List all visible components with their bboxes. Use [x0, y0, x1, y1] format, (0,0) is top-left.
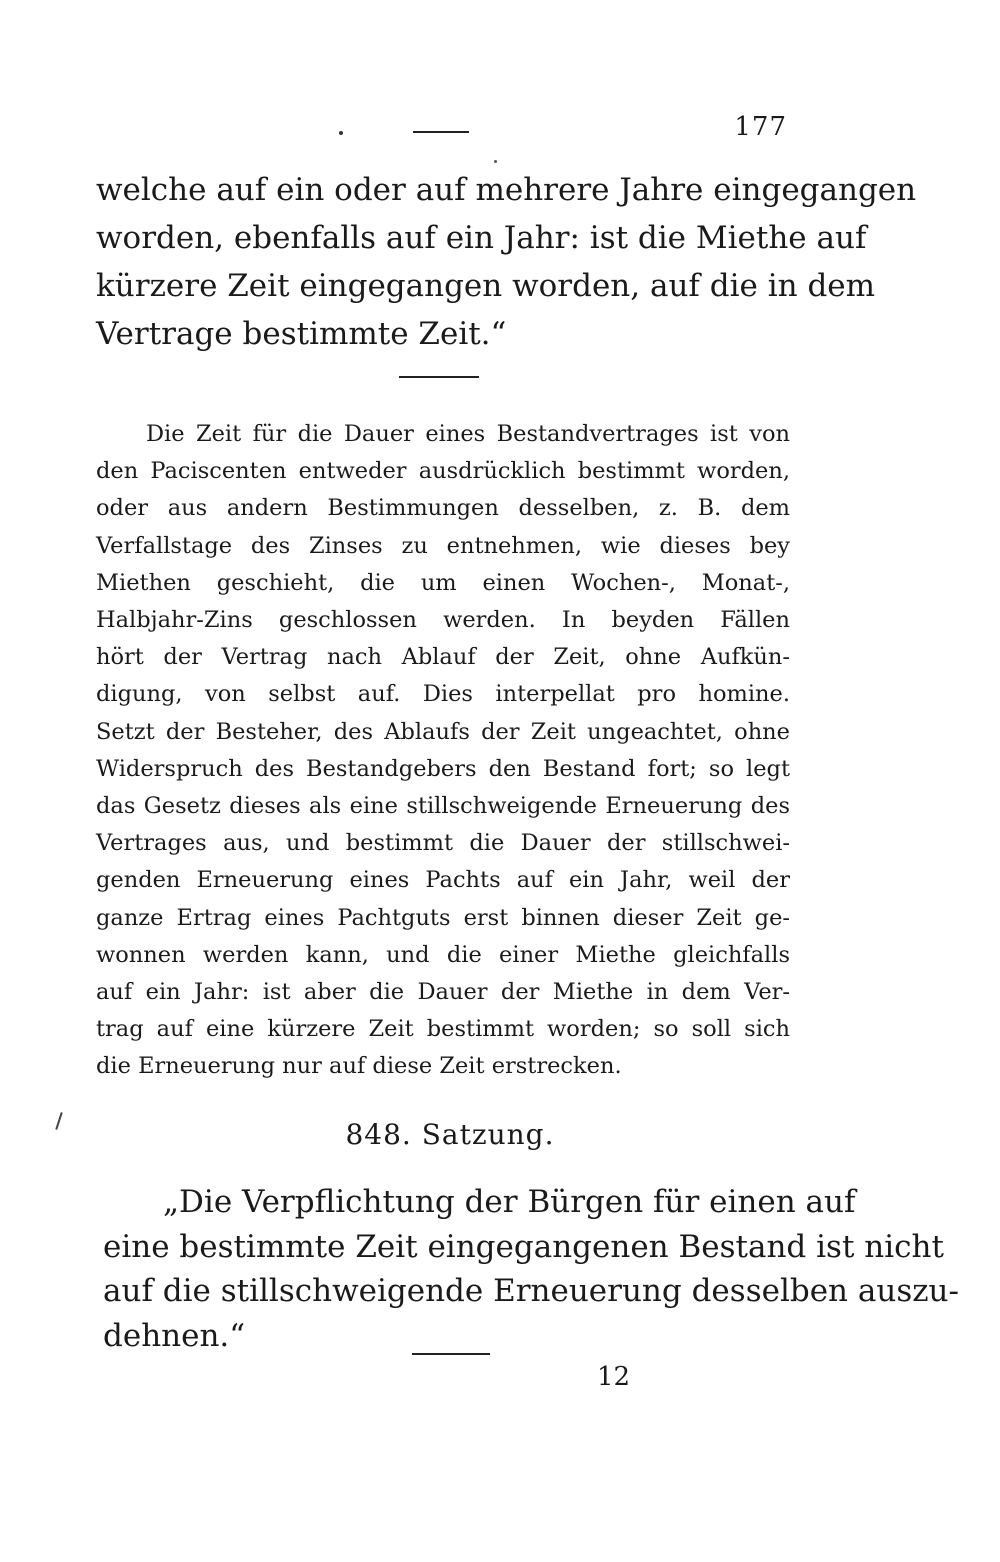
printer-signature: 12: [597, 1362, 631, 1392]
text-line: Widerspruch des Bestandgebers den Bestand fort; so legt: [96, 755, 790, 782]
text-line: worden, ebenfalls auf ein Jahr: ist die Miethe auf: [96, 220, 867, 256]
text-line: oder aus andern Bestimmungen desselben, z. B. dem: [96, 495, 790, 522]
page-number: 177: [734, 112, 787, 142]
article-text: [103, 1180, 959, 1358]
text-line: eine bestimmte Zeit eingegangenen Bestand ist nicht: [103, 1228, 944, 1265]
quote-continuation: [96, 166, 917, 358]
text-line: Miethen geschieht, die um einen Wochen-, Monat-,: [96, 569, 790, 596]
text-line: die Erneuerung nur auf diese Zeit erstrecken.: [96, 1053, 622, 1080]
text-line: Vertrages aus, und bestimmt die Dauer der stillschwei-: [96, 830, 790, 857]
header-dot: [339, 131, 343, 135]
text-line: wonnen werden kann, und die einer Miethe gleichfalls: [96, 941, 790, 968]
text-line: Verfallstage des Zinses zu entnehmen, wie dieses bey: [96, 532, 790, 559]
text-line: Setzt der Besteher, des Ablaufs der Zeit ungeachtet, ohne: [96, 718, 790, 745]
header-rule: [413, 131, 469, 133]
text-line: genden Erneuerung eines Pachts auf ein Jahr, weil der: [96, 867, 790, 894]
section-heading: 848. Satzung.: [345, 1118, 555, 1151]
commentary-paragraph: [96, 416, 790, 1086]
text-line: ganze Ertrag eines Pachtguts erst binnen dieser Zeit ge-: [96, 904, 790, 931]
text-line: auf die stillschweigende Erneuerung desselben auszu-: [103, 1273, 959, 1309]
text-line: Halbjahr-Zins geschlossen werden. In beyden Fällen: [96, 607, 790, 634]
text-line: trag auf eine kürzere Zeit bestimmt worden; so soll sich: [96, 1016, 790, 1043]
text-line: den Paciscenten entweder ausdrücklich bestimmt worden,: [96, 458, 790, 485]
text-line: Vertrage bestimmte Zeit.“: [96, 316, 507, 352]
text-line: kürzere Zeit eingegangen worden, auf die in dem: [96, 268, 876, 304]
text-line: das Gesetz dieses als eine stillschweigende Erneuerung des: [96, 793, 790, 820]
text-line: dehnen.“: [103, 1317, 246, 1354]
text-line: hört der Vertrag nach Ablauf der Zeit, ohne Aufkün-: [96, 644, 790, 671]
text-line: welche auf ein oder auf mehrere Jahre eingegangen: [96, 172, 917, 208]
text-line: Die Zeit für die Dauer eines Bestandvertrages ist von: [146, 421, 790, 447]
text-line: digung, von selbst auf. Dies interpellat pro homine.: [96, 681, 790, 708]
section-divider: [399, 376, 479, 378]
ink-speck: [494, 160, 497, 163]
text-line: „Die Verpflichtung der Bürgen für einen auf: [163, 1184, 856, 1220]
text-line: auf ein Jahr: ist aber die Dauer der Miethe in dem Ver-: [96, 979, 790, 1006]
closing-divider: [412, 1353, 490, 1355]
